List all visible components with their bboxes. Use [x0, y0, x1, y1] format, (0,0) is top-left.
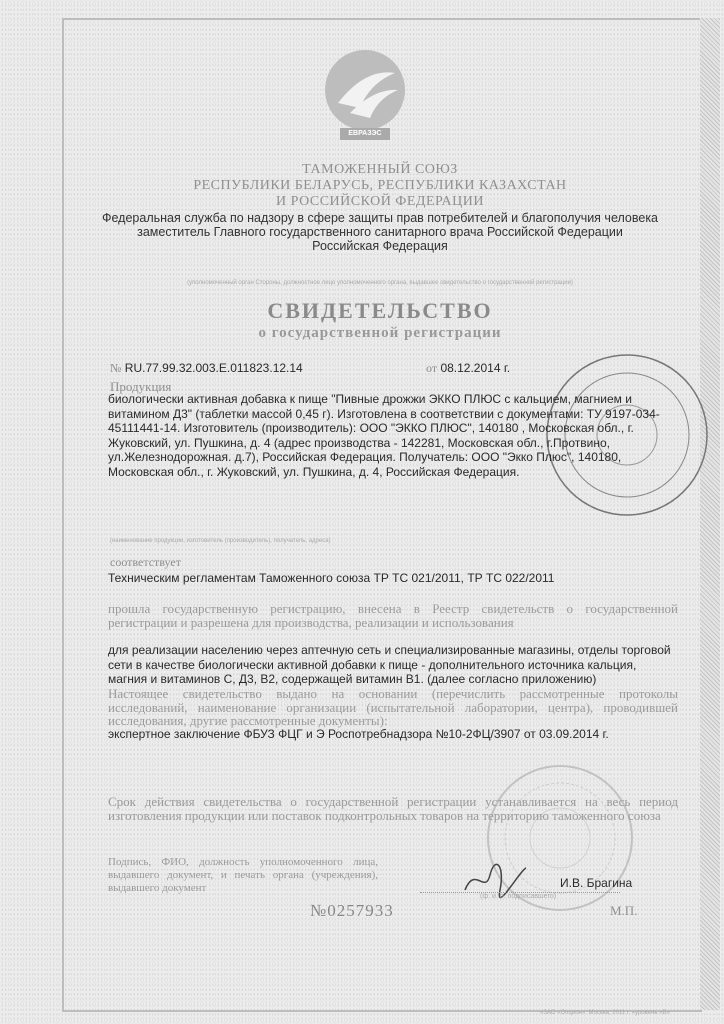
certificate-subtitle: о государственной регистрации: [258, 325, 502, 341]
date-label: от: [426, 361, 438, 375]
header-russia: И РОССИЙСКОЙ ФЕДЕРАЦИИ: [276, 194, 484, 209]
security-border: [700, 18, 720, 1010]
number-label: №: [110, 361, 122, 375]
validity-text: Срок действия свидетельства о государственной регистрации устанавливается на весь период изготовления продукции или поставок подконтрольных товаров на территорию таможенного союза: [108, 794, 678, 823]
header-note: (уполномоченный орган Стороны, должностное лицо уполномоченного органа, выдавшее свидетельство о государственной регистрации): [187, 280, 573, 286]
basis-text: Настоящее свидетельство выдано на основании (перечислить рассмотренные протоколы исследований, наименование организации (испытательной лаборатории, центра), проводившей исследования, другие рассмотренные документы):: [108, 686, 678, 728]
header-official: заместитель Главного государственного санитарного врача Российской Федерации: [137, 225, 623, 239]
product-line: биологически активная добавка к пище "Пивные дрожжи ЭККО ПЛЮС с кальцием, магнием и: [108, 392, 632, 406]
product-note: (наименование продукции, изготовитель (производитель), получатель, адреса): [110, 538, 331, 544]
signer-note: (ф. и. о. подписавшего): [480, 893, 557, 900]
certificate-number: RU.77.99.32.003.Е.011823.12.14: [124, 361, 303, 375]
header-union: ТАМОЖЕННЫЙ СОЮЗ: [302, 162, 458, 177]
signature-caption: Подпись, ФИО, должность уполномоченного лица, выдавшего документ, и печать органа (учреждения), выдавшего документ: [108, 856, 378, 894]
registration-text: прошла государственную регистрацию, внесена в Реестр свидетельств о государственной регистрации и разрешена для производства, реализации и использования: [108, 601, 678, 630]
product-line: Московская обл., г. Жуковский, ул. Пушкина, д. 4, Российская Федерация.: [108, 464, 520, 479]
serial-number: №0257933: [310, 901, 394, 920]
logo-text: ЕВРАЗЭС: [348, 130, 382, 137]
usage-description: [108, 643, 671, 687]
usage-line: сети в качестве биологически активной добавки к пище - дополнительного источника кальция,: [108, 657, 637, 672]
product-line: витамином Д3" (таблетки массой 0,45 г). Изготовлена в соответствии с документами: ТУ 9197-034-: [108, 406, 660, 421]
certificate-date: 08.12.2014 г.: [440, 361, 511, 375]
stamp-place: М.П.: [610, 903, 638, 918]
eurasec-logo: [320, 48, 410, 143]
product-line: ул.Железнодорожная. д.7), Российская Федерация. Получатель: ООО "Экко Плюс", 140180,: [108, 450, 622, 464]
usage-line: для реализации населению через аптечную сеть и специализированные магазины, отделы торговой: [108, 643, 671, 657]
expert-conclusion: экспертное заключение ФБУЗ ФЦГ и Э Роспотребнадзора №10-2ФЦ/3907 от 03.09.2014 г.: [108, 727, 609, 741]
signer-name: И.В. Брагина: [560, 876, 633, 890]
product-line: 45111441-14. Изготовитель (производитель): ООО "ЭККО ПЛЮС", 140180 , Московская обл., г.: [108, 421, 634, 435]
certificate-date-row: [426, 361, 510, 376]
product-description: [108, 392, 668, 479]
header-agency: Федеральная служба по надзору в сфере защиты прав потребителей и благополучия человека: [101, 211, 659, 225]
certificate-number-row: [110, 361, 303, 376]
header-republics: РЕСПУБЛИКИ БЕЛАРУСЬ, РЕСПУБЛИКИ КАЗАХСТАН: [193, 178, 567, 193]
product-label: Продукция: [110, 379, 172, 394]
regulations: Техническим регламентам Таможенного союза ТР ТС 021/2011, ТР ТС 022/2011: [108, 571, 555, 585]
printer-footer: «ЗАО «Опцион»: Москва, 2011 г. «уровень «Б»: [540, 1010, 670, 1016]
usage-line: магния и витаминов С, Д3, В2, содержащей витамин В1. (далее согласно приложению): [108, 672, 597, 686]
conforms-label: соответствует: [110, 555, 181, 569]
product-line: Жуковский, ул. Пушкина, д. 4 (адрес производства - 142281, Московская обл., г.Протвино,: [108, 435, 610, 450]
header-country: Российская Федерация: [312, 239, 448, 253]
certificate-title: СВИДЕТЕЛЬСТВО: [267, 298, 493, 323]
